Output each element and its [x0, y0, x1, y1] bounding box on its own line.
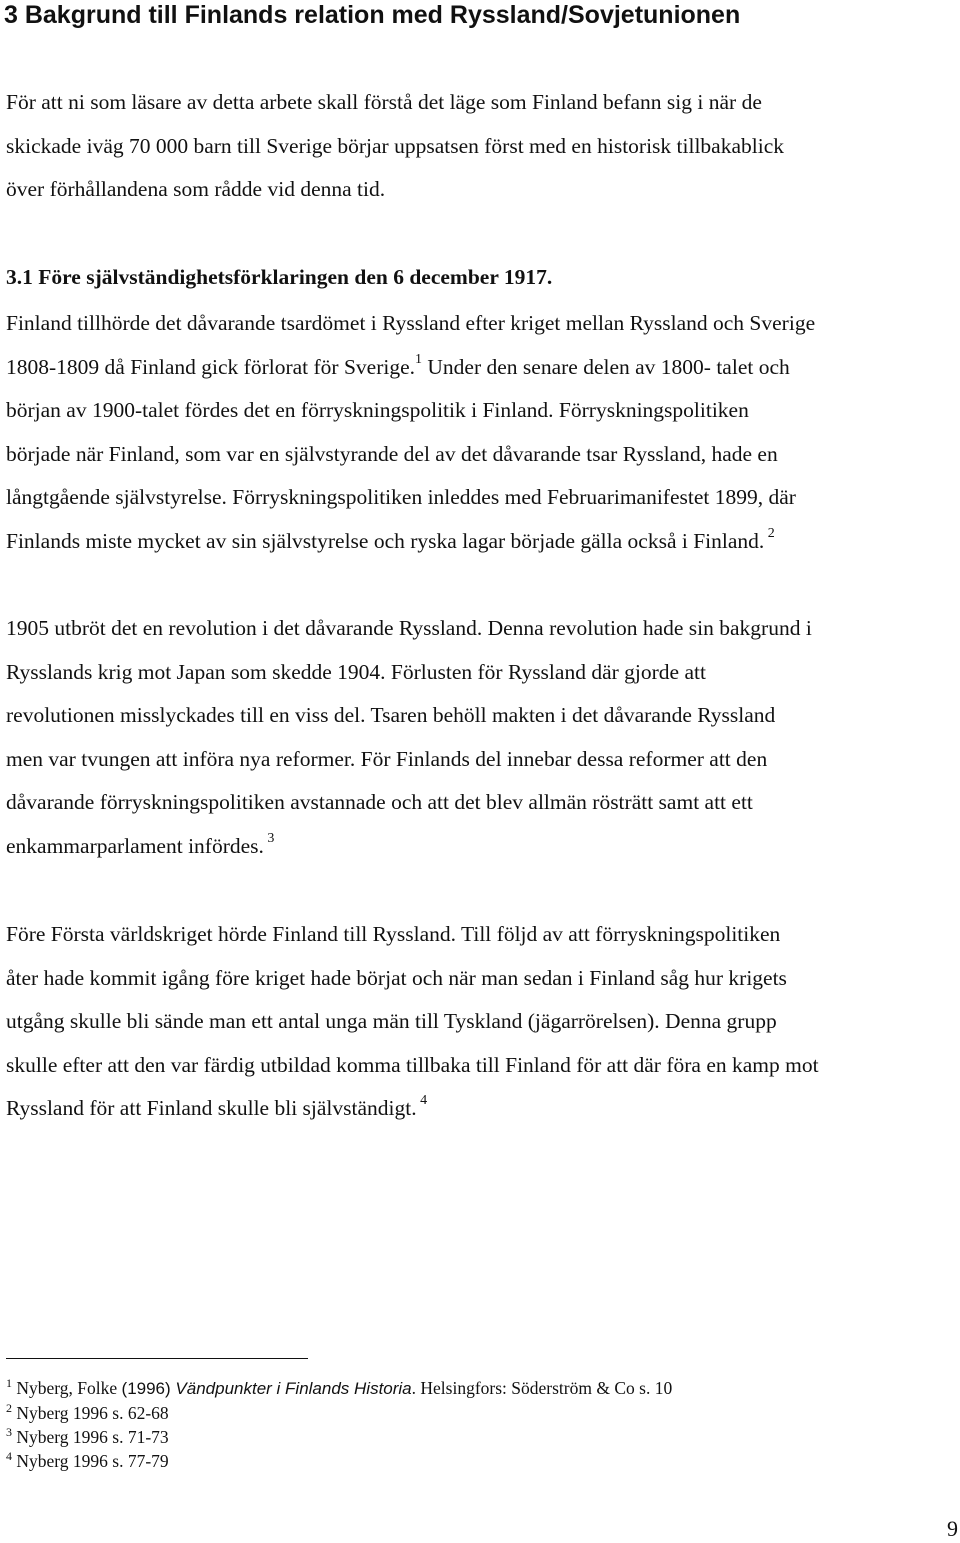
- text-line: 1905 utbröt det en revolution i det dåvarande Ryssland. Denna revolution hade sin bakgrund i: [6, 616, 812, 640]
- footnote-text: Nyberg 1996 s. 77-79: [12, 1451, 169, 1471]
- footnote-ref[interactable]: 2: [764, 525, 775, 541]
- text-segment: Finlands miste mycket av sin självstyrelse och ryska lagar började gälla också i Finland.: [6, 528, 765, 553]
- text-line: [6, 825, 958, 869]
- footnote: [6, 1425, 946, 1449]
- footnotes: [6, 1376, 946, 1473]
- text-line: skickade iväg 70 000 barn till Sverige börjar uppsatsen först med en historisk tillbakablick: [6, 133, 785, 158]
- footnote-number: 1: [6, 1376, 12, 1390]
- intro-paragraph: [6, 81, 958, 212]
- footnote-ref[interactable]: 4: [416, 1093, 428, 1108]
- footnote: [6, 1449, 946, 1473]
- footnote-number: 2: [6, 1401, 12, 1415]
- text-line: skulle efter att den var färdig utbildad komma tillbaka till Finland för att där föra en kamp mot: [6, 1052, 819, 1077]
- footnote-text: Nyberg 1996 s. 62-68: [12, 1403, 169, 1423]
- footnote-year: (1996): [121, 1379, 176, 1398]
- footnote-ref[interactable]: 3: [263, 830, 275, 846]
- text-line: Före Första världskriget hörde Finland till Ryssland. Till följd av att förryskningspolitiken: [6, 922, 781, 946]
- footnote-number: 3: [6, 1425, 12, 1439]
- footnote-title: Vändpunkter i Finlands Historia: [175, 1379, 412, 1398]
- text-line: åter hade kommit igång före kriget hade börjat och när man sedan i Finland såg hur krigets: [6, 965, 787, 990]
- text-line: [6, 1087, 958, 1131]
- paragraph-3: [6, 913, 958, 1131]
- text-line: början av 1900-talet fördes det en förryskningspolitik i Finland. Förryskningspolitiken: [6, 398, 749, 422]
- text-line: Finland tillhörde det dåvarande tsardömet i Ryssland efter kriget mellan Ryssland och Sverige: [6, 311, 816, 335]
- section-heading: 3.1 Före självständighetsförklaringen den 6 december 1917.: [6, 265, 553, 289]
- text-segment: enkammarparlament infördes.: [6, 833, 264, 858]
- text-line: dåvarande förryskningspolitiken avstannade och att det blev allmän rösträtt samt att ett: [6, 790, 753, 814]
- text-line: långtgående självstyrelse. Förryskningspolitiken inleddes med Februarimanifestet 1899, där: [6, 485, 796, 509]
- text-line: över förhållandena som rådde vid denna tid.: [6, 177, 386, 201]
- text-line: men var tvungen att införa nya reformer. För Finlands del innebar dessa reformer att den: [6, 746, 768, 771]
- paragraph-2: [6, 607, 958, 868]
- footnote-ref[interactable]: 1: [415, 351, 423, 367]
- text-line: Rysslands krig mot Japan som skedde 1904. Förlusten för Ryssland där gjorde att: [6, 659, 706, 684]
- footnote-publisher: . Helsingfors: Söderström & Co s. 10: [411, 1378, 673, 1398]
- footnote-author: Nyberg, Folke: [12, 1378, 122, 1398]
- page-number: 9: [947, 1516, 958, 1541]
- text-line: För att ni som läsare av detta arbete skall förstå det läge som Finland befann sig i när de: [6, 90, 762, 114]
- text-segment: Ryssland för att Finland skulle bli självständigt.: [6, 1096, 417, 1120]
- footnote-number: 4: [6, 1449, 12, 1463]
- text-line: utgång skulle bli sände man ett antal unga män till Tyskland (jägarrörelsen). Denna grupp: [6, 1009, 777, 1033]
- text-line: [6, 346, 958, 390]
- text-line: [6, 520, 958, 564]
- text-line: revolutionen misslyckades till en viss del. Tsaren behöll makten i det dåvarande Ryssland: [6, 703, 776, 727]
- chapter-heading: 3 Bakgrund till Finlands relation med Ryssland/Sovjetunionen: [4, 1, 741, 29]
- text-segment: Under den senare delen av 1800- talet och: [422, 354, 790, 379]
- paragraph-1: [6, 302, 958, 563]
- text-segment: 1808-1809 då Finland gick förlorat för Sverige.: [6, 354, 416, 379]
- footnote-divider: [6, 1358, 308, 1359]
- footnote: [6, 1401, 946, 1425]
- text-line: började när Finland, som var en självstyrande del av det dåvarande tsar Ryssland, hade en: [6, 441, 778, 466]
- footnote-text: Nyberg 1996 s. 71-73: [12, 1427, 169, 1447]
- footnote: [6, 1376, 946, 1401]
